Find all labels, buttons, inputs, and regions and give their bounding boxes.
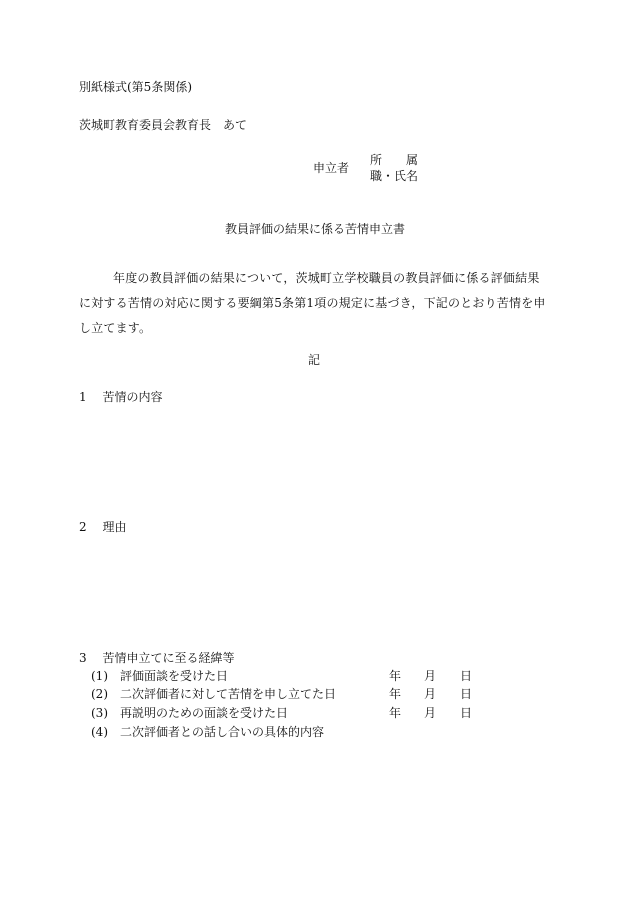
- day-label: 日: [460, 706, 473, 720]
- item-label: 評価面談を受けた日: [120, 669, 229, 683]
- item-number: (3): [91, 706, 108, 720]
- item-number: (1): [91, 669, 108, 683]
- section-2: [79, 519, 126, 535]
- year-label: 年: [389, 706, 402, 720]
- item-label: 再説明のための面談を受けた日: [120, 706, 289, 720]
- item-label: 二次評価者との話し合いの具体的内容: [120, 725, 325, 739]
- section-3: [79, 650, 234, 666]
- item-label: 二次評価者に対して苦情を申し立てた日: [120, 687, 337, 701]
- month-label: 月: [424, 687, 437, 701]
- section-1: [79, 389, 162, 405]
- ki-heading: 記: [308, 353, 321, 367]
- day-label: 日: [460, 687, 473, 701]
- item-number: (4): [91, 725, 108, 739]
- addressee: 茨城町教育委員会教育長 あて: [79, 118, 248, 132]
- document-title: 教員評価の結果に係る苦情申立書: [225, 222, 406, 236]
- section-label: 苦情申立てに至る経緯等: [102, 651, 235, 665]
- body-paragraph: 年度の教員評価の結果について，茨城町立学校職員の教員評価に係る評価結果に対する苦情の対応に関する要綱第5条第1項の規定に基づき，下記のとおり苦情を申し立てます。: [79, 271, 546, 335]
- year-label: 年: [389, 669, 402, 683]
- item-number: (2): [91, 687, 108, 701]
- section-number: 2: [79, 520, 87, 534]
- month-label: 月: [424, 669, 437, 683]
- section-number: 1: [79, 390, 87, 404]
- form-reference: 別紙様式(第5条関係): [79, 80, 192, 94]
- day-label: 日: [460, 669, 473, 683]
- affiliation-label: 所 属: [370, 153, 419, 167]
- applicant-label: 申立者: [313, 161, 350, 175]
- section-number: 3: [79, 651, 87, 665]
- section-label: 理由: [102, 520, 127, 534]
- year-label: 年: [389, 687, 402, 701]
- section-label: 苦情の内容: [102, 390, 163, 404]
- position-name-label: 職・氏名: [370, 169, 419, 183]
- month-label: 月: [424, 706, 437, 720]
